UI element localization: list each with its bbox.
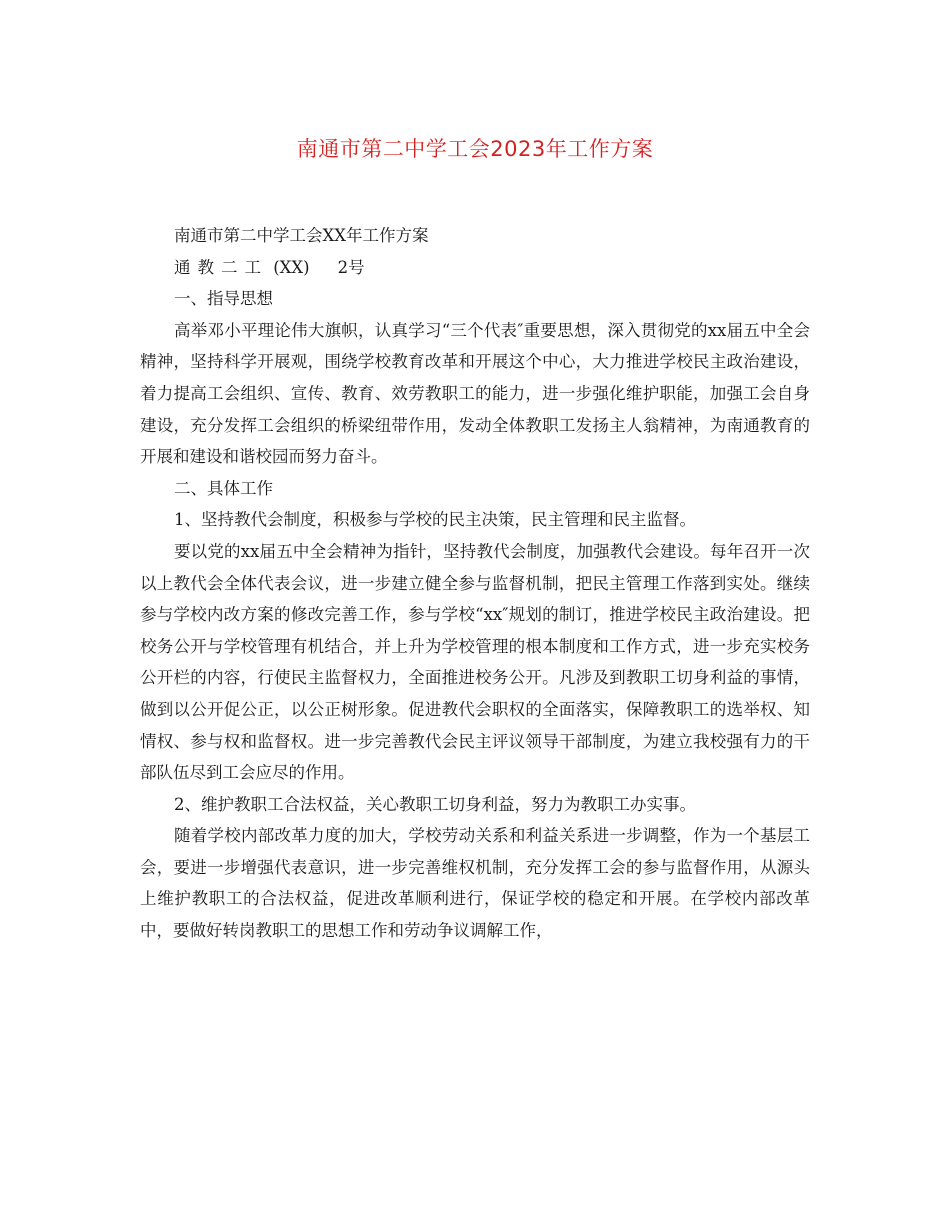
document-number [140, 252, 810, 284]
doc-number-value: 2号 [337, 257, 365, 277]
doc-number-year: (XX) [273, 257, 310, 277]
section-heading-specific-work: 二、具体工作 [174, 478, 273, 498]
item-heading-1: 1、坚持教代会制度，积极参与学校的民主决策，民主管理和民主监督。 [174, 510, 696, 530]
document-title: 南通市第二中学工会2023年工作方案 [296, 137, 654, 161]
paragraph-guiding-thought: 高举邓小平理论伟大旗帜，认真学习“三个代表″重要思想，深入贯彻党的xx届五中全会精神，坚持科学开展观，围绕学校教育改革和开展这个中心，大力推进学校民主政治建设，着力提高工会组织、宣传、教育、效劳教职工的能力，进一步强化维护职能，加强工会自身建设，充分发挥工会组织的桥梁纽带作用，发动全体教职工发扬主人翁精神，为南通教育的开展和建设和谐校园而努力奋斗。 [140, 320, 810, 467]
section-heading-guiding-thought: 一、指导思想 [174, 289, 273, 309]
item-heading-2: 2、维护教职工合法权益，关心教职工切身利益，努力为教职工办实事。 [174, 794, 696, 814]
paragraph-subtitle: 南通市第二中学工会XX年工作方案 [174, 226, 429, 245]
paragraph-item-1: 要以党的xx届五中全会精神为指针，坚持教代会制度，加强教代会建设。每年召开一次以上教代会全体代表会议，进一步建立健全参与监督机制，把民主管理工作落到实处。继续参与学校内改方案的修改完善工作，参与学校“xx″规划的制订，推进学校民主政治建设。把校务公开与学校管理有机结合，并上升为学校管理的根本制度和工作方式，进一步充实校务公开栏的内容，行使民主监督权力，全面推进校务公开。凡涉及到教职工切身利益的事情，做到以公开促公正，以公正树形象。促进教代会职权的全面落实，保障教职工的选举权、知情权、参与权和监督权。进一步完善教代会民主评议领导干部制度，为建立我校强有力的干部队伍尽到工会应尽的作用。 [140, 541, 810, 783]
document-body [140, 220, 810, 947]
doc-number-prefix: 通教二工 [174, 257, 268, 277]
paragraph-item-2: 随着学校内部改革力度的加大，学校劳动关系和利益关系进一步调整，作为一个基层工会，要进一步增强代表意识，进一步完善维权机制，充分发挥工会的参与监督作用，从源头上维护教职工的合法权益，促进改革顺利进行，保证学校的稳定和开展。在学校内部改革中，要做好转岗教职工的思想工作和劳动争议调解工作， [140, 826, 810, 941]
